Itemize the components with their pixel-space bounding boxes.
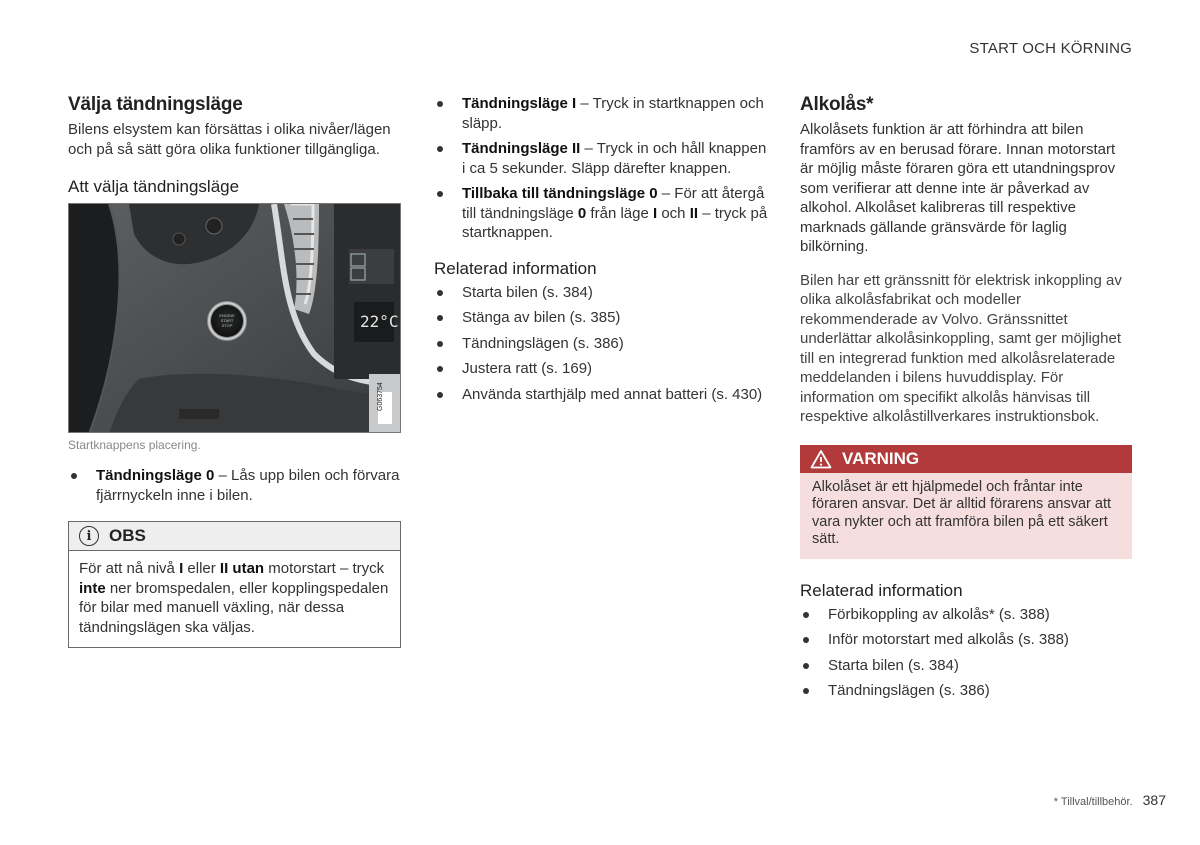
obs-note-box (68, 521, 401, 648)
related-link[interactable]: Förbikoppling av alkolås* (s. 388) (800, 605, 1132, 625)
bullet-text: och (657, 204, 690, 222)
related-link[interactable]: Tändningslägen (s. 386) (800, 681, 1132, 701)
related-link[interactable]: Starta bilen (s. 384) (800, 656, 1132, 676)
bullet-term: Tändningsläge 0 (96, 467, 215, 484)
bullet-bold: II (689, 204, 699, 222)
bullet-text: – För att återgå till tändningsläge (462, 185, 765, 222)
bullet-bold: I (652, 204, 658, 222)
list-item (434, 94, 769, 133)
related-link[interactable]: Justera ratt (s. 169) (434, 359, 769, 379)
photo-caption: Startknappens placering. (68, 438, 201, 452)
warning-header (800, 445, 1132, 473)
obs-text: eller (183, 560, 220, 577)
bullet-text: – Tryck in och håll knappen i ca 5 sekunder. Släpp därefter knappen. (462, 140, 767, 177)
list-item (68, 466, 401, 505)
column-ignition (68, 94, 401, 648)
alcolock-paragraph-1: Alkolåsets funktion är att förhindra att bilen framförs av en berusad förare. Innan motorstart är möjlig måste föraren göra ett utandningsprov som verifierar att denne inte är påverkad av alkohol. Alkolåset kalibreras till respektive marknads gällande gränsvärde för laglig bilkörning. (800, 121, 1116, 255)
chapter-header: START OCH KÖRNING (969, 40, 1132, 57)
related-link[interactable]: Använda starthjälp med annat batteri (s. 430) (434, 385, 769, 405)
info-icon: i (79, 526, 99, 546)
page-footer (1054, 792, 1166, 808)
ignition-mode-list-continued (434, 94, 769, 243)
ignition-mode-list (68, 466, 401, 505)
footnote: * Tillval/tillbehör. (1053, 796, 1133, 808)
related-info-title: Relaterad information (800, 580, 963, 600)
section-title-ignition: Välja tändningsläge (68, 94, 243, 115)
related-link[interactable]: Tändningslägen (s. 386) (434, 334, 769, 354)
list-item (434, 184, 769, 243)
bullet-term: Tändningsläge I (462, 95, 577, 112)
obs-title: OBS (109, 526, 146, 545)
obs-bold: I (179, 560, 184, 577)
column-alcolock (800, 94, 1132, 707)
obs-text: motorstart – tryck (264, 560, 385, 577)
bullet-text: – Lås upp bilen och förvara fjärrnyckeln inne i bilen. (96, 467, 400, 504)
warning-box (800, 445, 1132, 559)
warning-title: VARNING (842, 448, 920, 468)
button-label-bot: STOP (221, 323, 233, 328)
button-label-top: ENGINE (219, 313, 235, 318)
related-info-list (434, 283, 769, 405)
related-link[interactable]: Inför motorstart med alkolås (s. 388) (800, 630, 1132, 650)
page-number: 387 (1142, 792, 1166, 808)
related-link[interactable]: Stänga av bilen (s. 385) (434, 308, 769, 328)
obs-bold: II utan (219, 560, 265, 577)
temperature-display: 22°C (360, 312, 399, 331)
bullet-bold: 0 (577, 204, 587, 222)
bullet-term: Tillbaka till tändningsläge 0 (462, 185, 658, 202)
related-info-list (800, 605, 1132, 701)
bullet-term: Tändningsläge II (462, 140, 581, 157)
related-link[interactable]: Starta bilen (s. 384) (434, 283, 769, 303)
bullet-text: från läge (586, 204, 653, 222)
subsection-title-select: Att välja tändningsläge (68, 177, 240, 196)
section-title-alcolock: Alkolås* (800, 94, 874, 115)
list-item (434, 139, 769, 178)
button-label-mid: START (220, 318, 234, 323)
column-ignition-continued (434, 94, 769, 410)
warning-text: Alkolåset är ett hjälpmedel och fråntar inte föraren ansvar. Det är alltid förarens ansvar att vara nykter och att framföra bilen på ett säkert sätt. (800, 473, 1132, 559)
image-code: G063754 (377, 382, 384, 411)
alcolock-paragraph-2: Bilen har ett gränssnitt för elektrisk inkoppling av olika alkolåsfabrikat och modeller rekommenderade av Volvo. Gränssnittet underlättar alkolåsinkoppling, samt ger möjlighet till en integrerad funktion med alkolåsrelaterade meddelanden i bilens huvuddisplay. För information om specifikt alkolås hänvisas till respektive alkolåstillverkares instruktionsbok. (800, 271, 1122, 425)
bullet-text: – Tryck in startknappen och släpp. (462, 95, 764, 132)
obs-body (69, 551, 400, 647)
bullet-text: – tryck på startknappen. (462, 204, 768, 241)
related-info-title: Relaterad information (434, 258, 597, 278)
obs-text: ner bromspedalen, eller kopplingspedalen för bilar med manuell växling, när dessa tändningslägen ska väljas. (79, 579, 389, 636)
ignition-intro: Bilens elsystem kan försättas i olika nivåer/lägen och på så sätt göra olika funktioner tillgängliga. (68, 121, 391, 158)
obs-text: För att nå nivå (79, 560, 180, 577)
obs-header (69, 522, 400, 551)
obs-bold: inte (79, 579, 106, 597)
start-button-photo (68, 203, 401, 433)
warning-triangle-icon (810, 449, 832, 469)
